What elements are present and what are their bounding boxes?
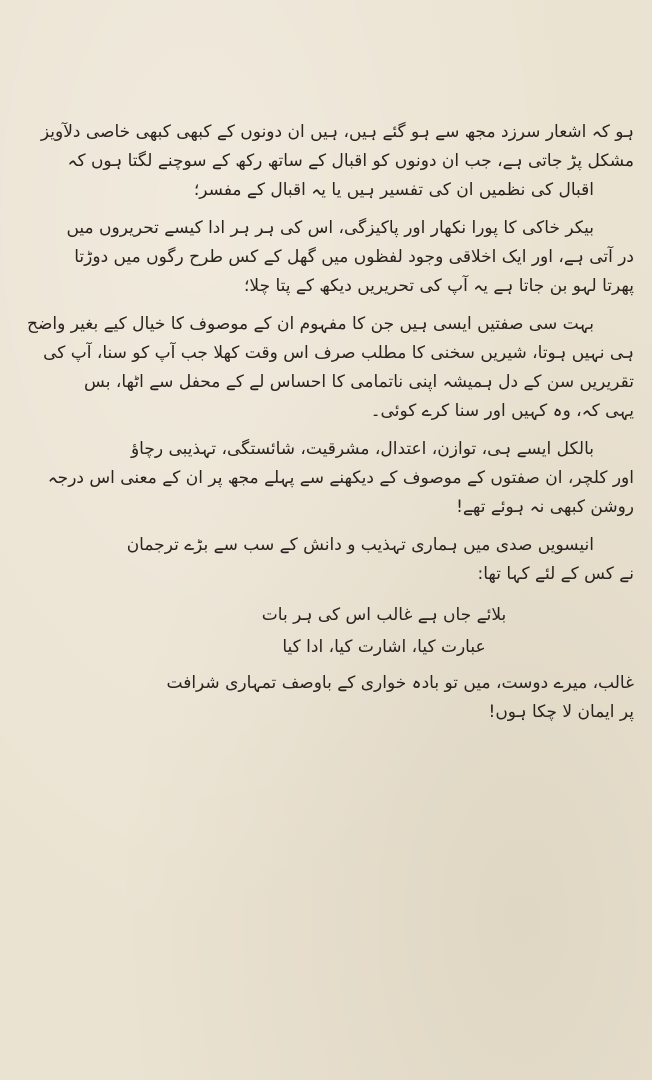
ghalib-couplet	[14, 599, 634, 663]
paragraph-1	[14, 118, 634, 205]
text-line: انیسویں صدی میں ہماری تہذیب و دانش کے سب سے بڑے ترجمان	[126, 535, 594, 555]
text-line: ہی نہیں ہوتا، شیریں سخنی کا مطلب صرف اس وقت کھلا جب آپ کو سنا، آپ کی	[43, 343, 634, 363]
text-line: بالکل ایسے ہی، توازن، اعتدال، مشرقیت، شائستگی، تہذیبی رچاؤ	[130, 439, 594, 459]
verse-line: بلائے جاں ہے غالب اس کی ہر بات	[261, 605, 507, 625]
text-line: مشکل پڑ جاتی ہے، جب ان دونوں کو اقبال کے ساتھ رکھ کے سوچنے لگتا ہوں کہ	[67, 151, 634, 171]
text-line: بہت سی صفتیں ایسی ہیں جن کا مفہوم ان کے موصوف کا خیال کیے بغیر واضح	[26, 314, 594, 334]
paragraph-5	[14, 531, 634, 589]
text-line: بیکر خاکی کا پورا نکھار اور پاکیزگی، اس کی ہر ہر ادا کیسے تحریروں میں	[66, 218, 594, 238]
text-line: پر ایمان لا چکا ہوں!	[488, 702, 634, 722]
paragraph-4	[14, 435, 634, 522]
text-line: اور کلچر، ان صفتوں کے موصوف کے دیکھنے سے پہلے مجھ پر ان کے معنی اس درجہ	[47, 468, 634, 488]
text-line: روشن کبھی نہ ہوئے تھے!	[456, 497, 634, 517]
closing-paragraph	[14, 669, 634, 727]
text-line: در آتی ہے، اور ایک اخلاقی وجود لفظوں میں گھل کے کس طرح رگوں میں دوڑتا	[74, 247, 634, 267]
text-line: یہی کہ، وہ کہیں اور سنا کرے کوئی۔	[370, 401, 634, 421]
text-line: غالب، میرے دوست، میں تو بادہ خواری کے باوصف تمہاری شرافت	[166, 673, 634, 693]
text-line: نے کس کے لئے کہا تھا:	[477, 564, 634, 584]
text-line: پھرتا لہو بن جاتا ہے یہ آپ کی تحریریں دیکھ کے پتا چلا؛	[244, 276, 634, 296]
paragraph-3	[14, 310, 634, 426]
text-line: ہو کہ اشعار سرزد مجھ سے ہو گئے ہیں، ہیں ان دونوں کے کبھی کبھی خاصی دلآویز	[40, 122, 634, 142]
text-line: تقریریں سن کے دل ہمیشہ اپنی ناتمامی کا احساس لے کے محفل سے اٹھا، بس	[84, 372, 634, 392]
verse-line: عبارت کیا، اشارت کیا، ادا کیا	[282, 637, 486, 657]
paragraph-2	[14, 214, 634, 301]
urdu-text-body	[14, 118, 634, 727]
text-line: اقبال کی نظمیں ان کی تفسیر ہیں یا یہ اقبال کے مفسر؛	[193, 180, 594, 200]
